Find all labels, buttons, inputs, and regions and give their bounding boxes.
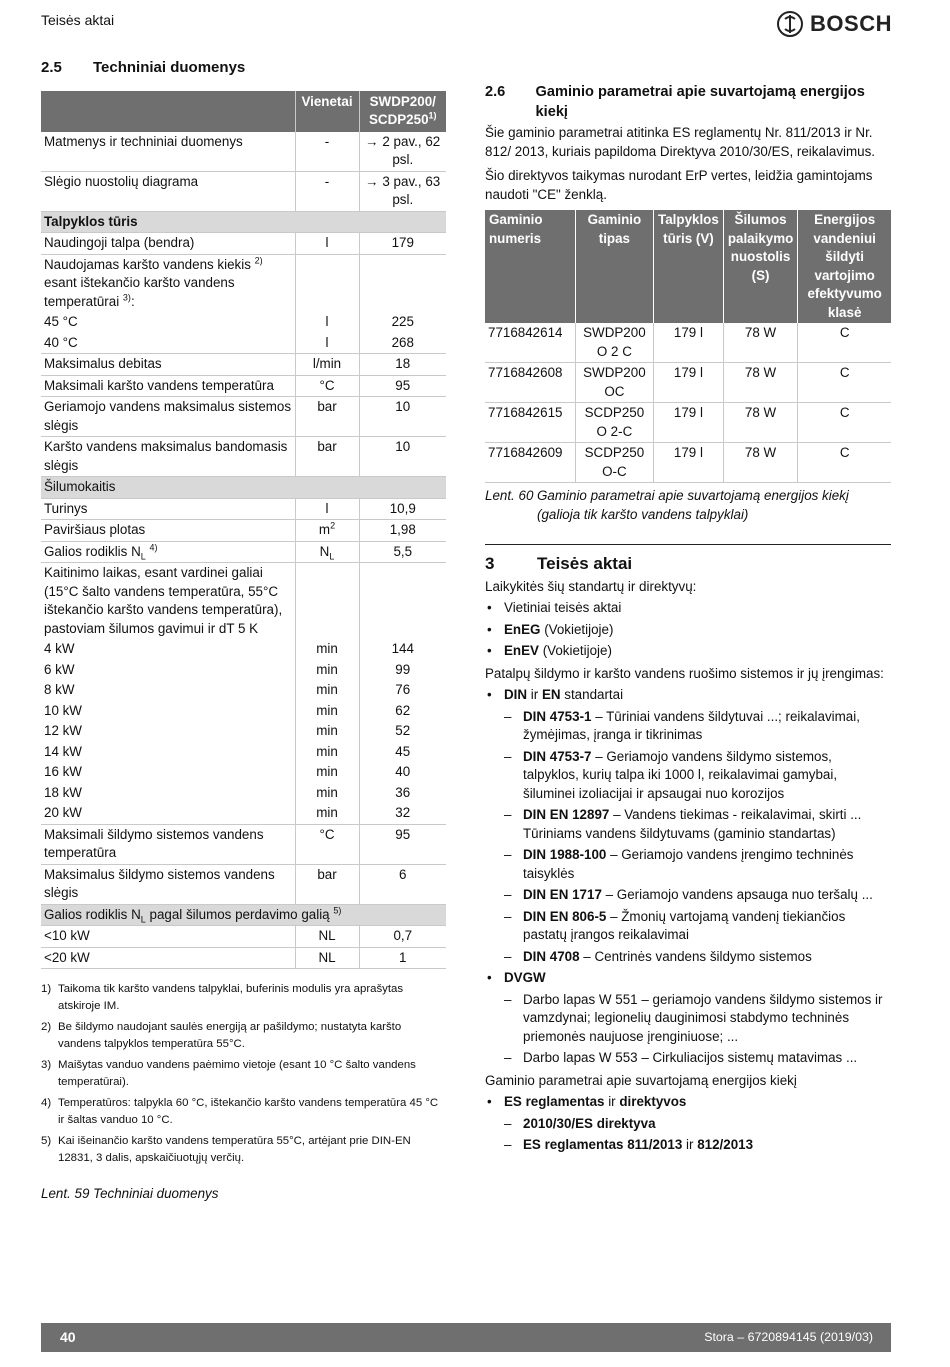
row-value: → 3 pav., 63 psl. [359, 171, 446, 211]
section-heading-2-5 [41, 58, 446, 79]
standards-list [485, 599, 891, 661]
table-caption [485, 487, 891, 524]
table-cell: 7716842609 [485, 443, 575, 483]
header-cell: Gaminio tipas [575, 210, 653, 323]
footnotes [41, 981, 446, 1166]
section-divider [485, 544, 891, 545]
paragraph-regulations: Šie gaminio parametrai atitinka ES reglamentų Nr. 811/2013 ir Nr. 812/ 2013, kuriais papildoma Direktyva 2010/30/ES, reikalavimus. [485, 125, 876, 159]
row-label: Geriamojo vandens maksimalus sistemos slėgis [41, 397, 295, 437]
row-value: 144 [359, 639, 446, 660]
row-unit: NL [295, 926, 359, 948]
table-row [41, 721, 446, 742]
row-value: 40 [359, 762, 446, 783]
list-item: • Vietiniai teisės aktai [485, 599, 891, 618]
table-row [41, 211, 446, 233]
row-value: 62 [359, 701, 446, 722]
section-title: Techniniai duomenys [93, 59, 246, 76]
section-number: 2.5 [41, 59, 62, 76]
row-label: Talpyklos tūris [41, 211, 446, 233]
row-unit: $m^2$ [295, 520, 359, 542]
row-value: 99 [359, 660, 446, 681]
row-label: Maksimali šildymo sistemos vandens temperatūra [41, 824, 295, 864]
sublist-item: – DIN EN 12897 – Vandens tiekimas - reikalavimai, skirti ... Tūriniams vandens šildytuvams (gaminio standartas) [504, 806, 891, 843]
row-value: 1,98 [359, 520, 446, 542]
table-row [41, 701, 446, 722]
row-label: 16 kW [44, 764, 82, 780]
row-unit: - [295, 132, 359, 172]
table-row [41, 904, 446, 926]
row-label: 18 kW [44, 784, 82, 800]
paragraph-systems: Patalpų šildymo ir karšto vandens ruošimo sistemos ir jų įrengimas: [485, 665, 884, 681]
table-cell: 7716842614 [485, 323, 575, 363]
table-row [41, 333, 446, 354]
caption-label: Lent. 60 [485, 488, 534, 504]
sublist-item: – ES reglamentas 811/2013 ir 812/2013 [504, 1136, 891, 1155]
row-label: Naudingoji talpa (bendra) [41, 233, 295, 255]
table-row [41, 354, 446, 376]
row-value: 36 [359, 783, 446, 804]
table-row [41, 639, 446, 660]
row-unit: min [295, 742, 359, 763]
table-header-row [41, 91, 446, 132]
table-row [41, 824, 446, 864]
row-label: Paviršiaus plotas [41, 520, 295, 542]
row-unit: min [295, 680, 359, 701]
table-row [485, 363, 891, 403]
table-row [41, 477, 446, 499]
table-row [41, 541, 446, 563]
section-title: Teisės aktai [537, 554, 633, 574]
row-label: 8 kW [44, 682, 75, 698]
row-label: <10 kW [41, 926, 295, 948]
row-unit: min [295, 803, 359, 824]
table-cell: 7716842615 [485, 403, 575, 443]
row-label: Slėgio nuostolių diagrama [41, 171, 295, 211]
page-footer [41, 1323, 891, 1352]
table-row [41, 803, 446, 824]
table-row [41, 864, 446, 904]
header-cell-model: SWDP200/ SCDP250$^{1)}$ [359, 91, 446, 132]
sublist-item: – DIN EN 806-5 – Žmonių vartojamą vandenį tiekiančios pastatų įrangos reikalavimai [504, 908, 891, 945]
paragraph-energy: Gaminio parametrai apie suvartojamą energijos kiekį [485, 1072, 797, 1088]
row-label: 20 kW [41, 803, 295, 824]
row-unit: NL [295, 947, 359, 969]
row-unit: bar [295, 437, 359, 477]
row-label: 6 kW [44, 661, 75, 677]
row-value: 32 [359, 803, 446, 824]
row-unit: min [295, 721, 359, 742]
table-cell: SWDP200 OC [575, 363, 653, 403]
row-unit: min [295, 639, 359, 660]
row-unit [295, 254, 359, 312]
table-row [41, 437, 446, 477]
footnote: 5) Kai išeinančio karšto vandens temperatūra 55°C, artėjant prie DIN-EN 12831, 3 dalis, apskaičiuotųjų verčių. [41, 1135, 411, 1164]
document-id: Stora – 6720894145 (2019/03) [704, 1329, 873, 1344]
row-label: Kaitinimo laikas, esant vardinei galiai (15°C šalto vandens temperatūra, 55°C ištekančio karšto vandens temperatūra), pastoviam šilumos gavimui ir dT 5 K [44, 565, 283, 636]
table-cell: SWDP200 O 2 C [575, 323, 653, 363]
table-cell: 179 l [654, 363, 724, 403]
dvgw-sublist [504, 991, 891, 1068]
table-cell: C [798, 323, 891, 363]
energy-parameters-table [485, 210, 891, 483]
row-label: 10 kW [44, 702, 82, 718]
row-value [359, 563, 446, 640]
header-cell: Talpyklos tūris (V) [654, 210, 724, 323]
row-value [359, 254, 446, 312]
table-row [41, 171, 446, 211]
row-unit: min [295, 762, 359, 783]
table-cell: 179 l [654, 403, 724, 443]
row-value: 95 [359, 824, 446, 864]
list-item: • DIN ir EN standartai – DIN 4753-1 – Tūriniai vandens šildytuvai ...; reikalavimai, žymėjimas, įranga ir tikrinimas – DIN 4753-7 – Geriamojo vandens šildymo sistemos, talpyklos, kurių talpa iki 1000 l, reikalavimai gamybai, šiluminei izoliacijai ir apsaugai nuo korozijos – DIN EN 12897 – Vandens tiekimas - reikalavimai, skirti ... Tūriniams vandens šildytuvams (gaminio standartas) – DIN 1988-100 – Geriamojo vandens įrengimo techninės taisyklės – DIN EN 1717 – Geriamojo vandens apsauga nuo teršalų ... – DIN EN 806-5 – Žmonių vartojamą vandenį tiekiančios pastatų įrangos reikalavimai – DIN 4708 – Centrinės vandens šildymo sistemos [485, 686, 891, 966]
row-value: 10 [359, 397, 446, 437]
sublist-item: – Darbo lapas W 551 – geriamojo vandens šildymo sistemos ir vamzdynai; legionelių dauginimosi stabdymo techninės priemonės naujuose įrenginiuose; ... [504, 991, 891, 1047]
sublist-item: – DIN 1988-100 – Geriamojo vandens įrengimo techninės taisyklės [504, 846, 891, 883]
row-label: 40 °C [41, 333, 295, 354]
section-number: 3 [485, 554, 495, 574]
table-row [41, 563, 446, 640]
section-heading-2-6 [485, 82, 891, 122]
row-label: 45 °C [44, 314, 78, 330]
row-label: Turinys [41, 498, 295, 520]
bosch-armature-icon [777, 11, 803, 37]
row-unit: l [295, 333, 359, 354]
row-label: Maksimalus šildymo sistemos vandens slėgis [41, 864, 295, 904]
row-value: 45 [359, 742, 446, 763]
sublist-item: – DIN 4753-1 – Tūriniai vandens šildytuvai ...; reikalavimai, žymėjimas, įranga ir tikrinimas [504, 708, 891, 745]
row-value: 1 [359, 947, 446, 969]
row-value: 225 [359, 312, 446, 333]
table-row [41, 375, 446, 397]
table-row [41, 762, 446, 783]
table-row [41, 742, 446, 763]
table-row [41, 783, 446, 804]
table-cell: 78 W [723, 363, 798, 403]
row-label: Galios rodiklis $N_L$ pagal šilumos perdavimo galią $^{5)}$ [41, 904, 446, 926]
row-unit [295, 563, 359, 640]
row-unit: l [295, 498, 359, 520]
table-cell: SCDP250 O 2-C [575, 403, 653, 443]
sublist-item: – 2010/30/ES direktyva [504, 1115, 891, 1134]
header-cell: Gaminio numeris [485, 210, 575, 323]
table-row [41, 926, 446, 948]
section-number: 2.6 [485, 84, 506, 100]
sublist-item: – DIN EN 1717 – Geriamojo vandens apsauga nuo teršalų ... [504, 886, 891, 905]
row-unit: bar [295, 397, 359, 437]
header-title: Teisės aktai [41, 12, 115, 28]
left-column [41, 58, 446, 1203]
page-number: 40 [60, 1328, 76, 1345]
table-cell: 78 W [723, 443, 798, 483]
row-label: Maksimali karšto vandens temperatūra [41, 375, 295, 397]
footnote: 4) Temperatūros: talpykla 60 °C, ištekančio karšto vandens temperatūra 45 °C ir šaltas vanduo 10 °C. [41, 1097, 439, 1126]
header-cell-unit: Vienetai [295, 91, 359, 132]
row-label: Šilumokaitis [41, 477, 446, 499]
es-list [485, 1093, 891, 1155]
footnote: 3) Maišytas vanduo vandens paėmimo vietoje (esant 10 °C šalto vandens temperatūrai). [41, 1059, 416, 1088]
row-value: 10 [359, 437, 446, 477]
list-item: • DVGW – Darbo lapas W 551 – geriamojo vandens šildymo sistemos ir vamzdynai; legionelių dauginimosi stabdymo techninės priemonės naujuose įrenginiuose; ... – Darbo lapas W 553 – Cirkuliacijos sistemų matavimas ... [485, 969, 891, 1068]
list-item: • EnEG (Vokietijoje) [485, 621, 891, 640]
list-item: • ES reglamentas ir direktyvos – 2010/30/ES direktyva – ES reglamentas 811/2013 ir 812/2013 [485, 1093, 891, 1155]
row-value: 76 [359, 680, 446, 701]
table-cell: 179 l [654, 323, 724, 363]
row-unit: - [295, 171, 359, 211]
row-unit: °C [295, 824, 359, 864]
table-cell: C [798, 403, 891, 443]
row-label: Naudojamas karšto vandens kiekis $^{2)}$ esant ištekančio karšto vandens temperatūrai $^{3)}$: [44, 255, 263, 309]
row-unit: bar [295, 864, 359, 904]
table-row [41, 947, 446, 969]
header-cell: Energijos vandeniui šildyti vartojimo efektyvumo klasė [798, 210, 891, 323]
table-row [41, 233, 446, 255]
table-cell: SCDP250 O-C [575, 443, 653, 483]
row-unit: °C [295, 375, 359, 397]
footnote: 1) Taikoma tik karšto vandens talpyklai, buferinis modulis yra aprašytas atskiroje IM. [41, 983, 404, 1012]
row-value: 268 [359, 333, 446, 354]
row-value: 10,9 [359, 498, 446, 520]
footnote: 2) Be šildymo naudojant saulės energiją ar pašildymo; nustatyta karšto vandens talpyklos temperatūra 55°C. [41, 1021, 402, 1050]
table-row [485, 323, 891, 363]
table-cell: 179 l [654, 443, 724, 483]
table-row [41, 254, 446, 312]
table-cell: C [798, 443, 891, 483]
row-label: Karšto vandens maksimalus bandomasis slėgis [41, 437, 295, 477]
row-value: 179 [359, 233, 446, 255]
row-value: 95 [359, 375, 446, 397]
row-value: 52 [359, 721, 446, 742]
table-caption: Lent. 59 Techniniai duomenys [41, 1185, 219, 1201]
row-label: 4 kW [44, 641, 75, 657]
row-unit: $N_L$ [295, 541, 359, 563]
table-cell: 78 W [723, 403, 798, 443]
row-unit: l [295, 233, 359, 255]
row-unit: min [295, 660, 359, 681]
section-heading-3 [485, 552, 891, 575]
table-row [41, 680, 446, 701]
row-label: 12 kW [44, 723, 82, 739]
technical-data-table [41, 91, 446, 970]
row-value: 6 [359, 864, 446, 904]
row-unit: l/min [295, 354, 359, 376]
table-row [485, 443, 891, 483]
table-row [41, 397, 446, 437]
sublist-item: – Darbo lapas W 553 – Cirkuliacijos sistemų matavimas ... [504, 1049, 891, 1068]
row-unit: l [295, 312, 359, 333]
header-cell: Šilumos palaikymo nuostolis (S) [723, 210, 798, 323]
table-row [41, 660, 446, 681]
sublist-item: – DIN 4753-7 – Geriamojo vandens šildymo sistemos, talpyklos, kurių talpa iki 1000 l, reikalavimai gamybai, šiluminei izoliacijai ir apsaugai nuo korozijos [504, 748, 891, 804]
din-list [485, 686, 891, 1068]
es-sublist [504, 1115, 891, 1155]
table-row [41, 312, 446, 333]
caption-text: Gaminio parametrai apie suvartojamą energijos kiekį (galioja tik karšto vandens talpyklai) [537, 488, 849, 522]
row-unit: min [295, 701, 359, 722]
list-item: • EnEV (Vokietijoje) [485, 642, 891, 661]
sublist-item: – DIN 4708 – Centrinės vandens šildymo sistemos [504, 948, 891, 967]
row-label: 14 kW [44, 743, 82, 759]
table-row [41, 520, 446, 542]
table-cell: 78 W [723, 323, 798, 363]
table-header-row [485, 210, 891, 323]
header-cell-param [41, 91, 295, 132]
row-value: 18 [359, 354, 446, 376]
row-value: 5,5 [359, 541, 446, 563]
section-title: Gaminio parametrai apie suvartojamą energijos kiekį [535, 84, 865, 121]
row-label: Galios rodiklis $N_L$ $^{4)}$ [41, 541, 295, 563]
row-value: → 2 pav., 62 psl. [359, 132, 446, 172]
row-label: Matmenys ir techniniai duomenys [41, 132, 295, 172]
right-column [485, 82, 891, 1155]
table-cell: C [798, 363, 891, 403]
table-row [485, 403, 891, 443]
table-cell: 7716842608 [485, 363, 575, 403]
table-row [41, 498, 446, 520]
row-label: <20 kW [41, 947, 295, 969]
din-sublist [504, 708, 891, 967]
row-label: Maksimalus debitas [41, 354, 295, 376]
brand-name: BOSCH [810, 11, 892, 36]
table-row [41, 132, 446, 172]
row-value: 0,7 [359, 926, 446, 948]
paragraph-intro: Laikykitės šių standartų ir direktyvų: [485, 578, 697, 594]
brand-logo [777, 9, 892, 39]
paragraph-erp: Šio direktyvos taikymas nurodant ErP vertes, leidžia gamintojams naudoti "CE" ženklą. [485, 168, 873, 202]
row-unit: min [295, 783, 359, 804]
